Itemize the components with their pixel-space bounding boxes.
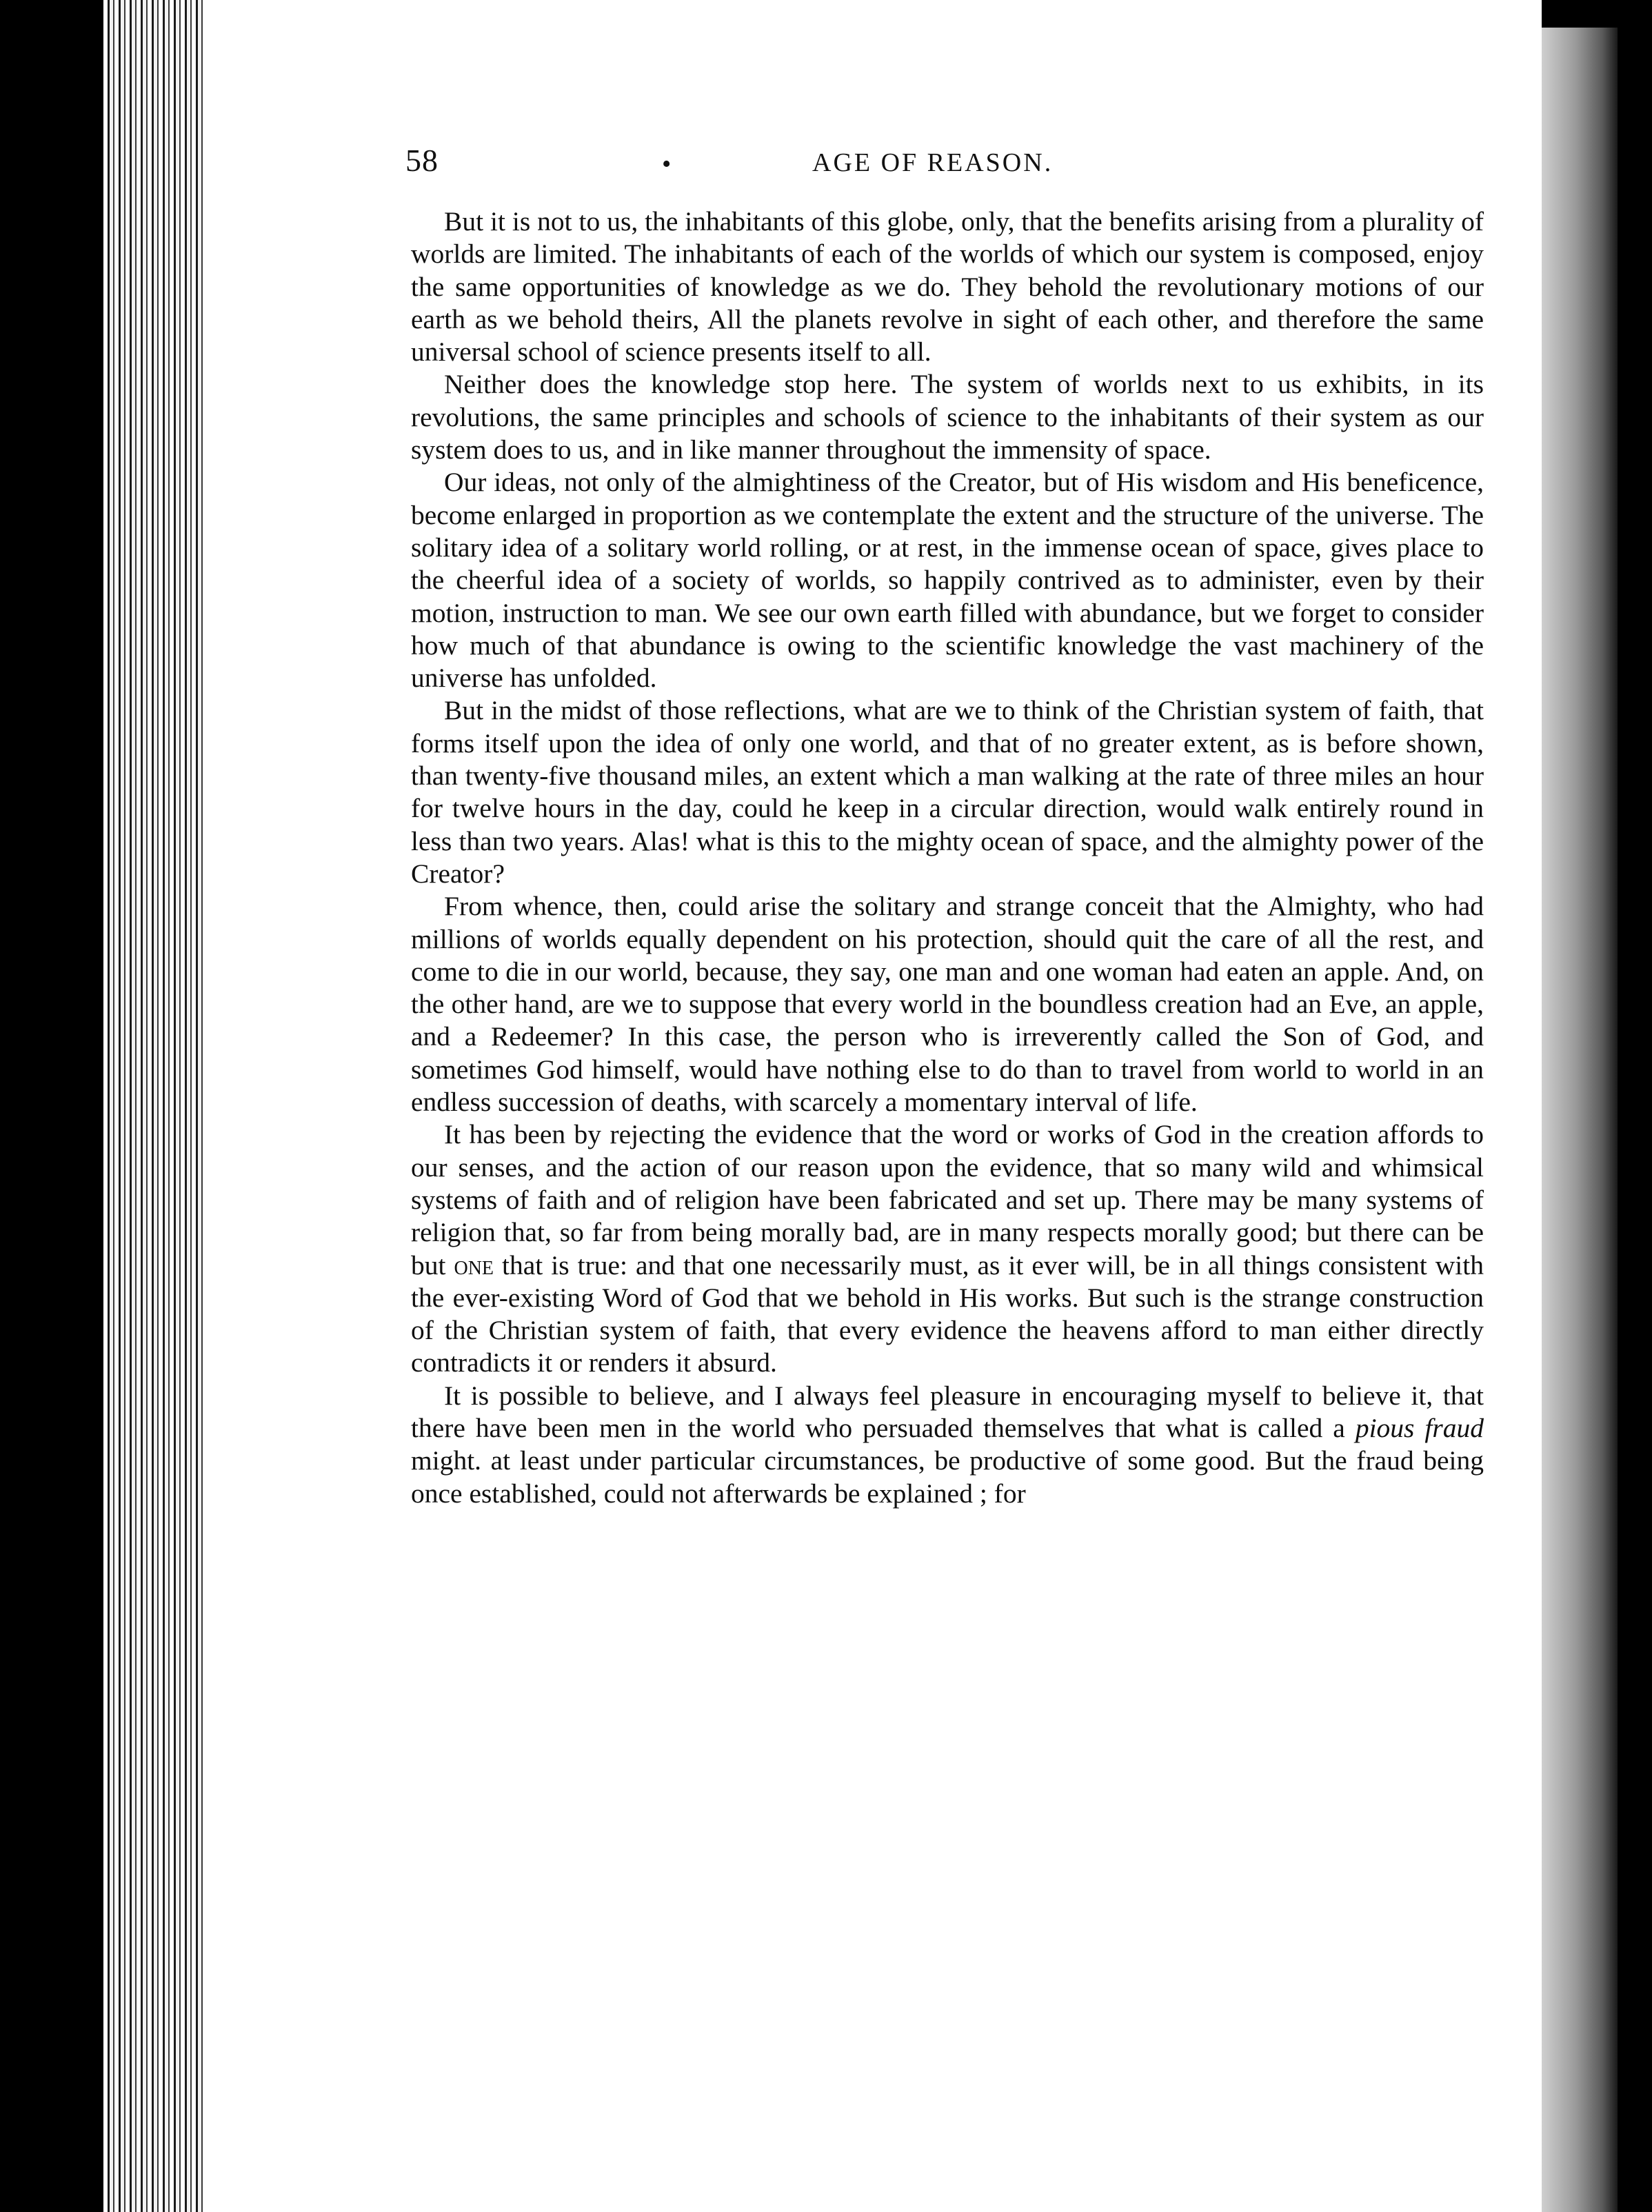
- paragraph: From whence, then, could arise the solitary and strange conceit that the Almighty, who had millions of worlds equally dependent on his protection, should quit the care of all the rest, and come to die in our world, because, they say, one man and one woman had eaten an apple. And, on the other hand, are we to suppose that every world in the boundless creation had an Eve, an apple, and a Redeemer? In this case, the person who is irreverently called the Son of God, and sometimes God himself, would have nothing else to do than to travel from world to world in an endless succession of deaths, with scarcely a momentary interval of life.: [411, 891, 1484, 1118]
- header-bullet: •: [662, 150, 672, 179]
- body-text: [411, 205, 1484, 1510]
- paragraph: But in the midst of those reflections, what are we to think of the Christian system of faith, that forms itself upon the idea of only one world, and that of no greater extent, as is before shown, than twenty-five thousand miles, an extent which a man walking at the rate of three miles an hour for twelve hours in the day, could he keep in a circular direction, would walk entirely round in less than two years. Alas! what is this to the mighty ocean of space, and the almighty power of the Creator?: [411, 695, 1484, 889]
- paragraph: Our ideas, not only of the almightiness of the Creator, but of His wisdom and His beneficence, become enlarged in proportion as we contemplate the extent and the structure of the universe. The solitary idea of a solitary world rolling, or at rest, in the immense ocean of space, gives place to the cheerful idea of a society of worlds, so happily contrived as to administer, even by their motion, instruction to man. We see our own earth filled with abundance, but we forget to consider how much of that abundance is owing to the scientific knowledge the vast machinery of the universe has unfolded.: [411, 467, 1484, 694]
- paragraph-text: might. at least under particular circumstances, be productive of some good. But the fraud being once established, could not afterwards be explained ; for: [411, 1445, 1484, 1509]
- paragraph-text: It has been by rejecting the evidence that the word or works of God in the creation affords to our senses, and the action of our reason upon the evidence, that so many wild and whimsical systems of faith and of religion have been fabricated and set up. There may be many systems of religion that, so far from being morally bad, are in many respects morally good; but there can be but: [411, 1119, 1484, 1280]
- running-head: AGE OF REASON.: [812, 148, 1054, 177]
- paragraph-text: It is possible to believe, and I always feel pleasure in encouraging myself to believe it, that there have been men in the world who persuaded themselves that what is called a: [411, 1380, 1484, 1443]
- book-gutter-shadow: [1542, 28, 1618, 2212]
- paragraph: [411, 1118, 1484, 1379]
- italic-phrase: pious fraud: [1355, 1412, 1484, 1443]
- paragraph-text: that is true: and that one necessarily must, as it ever will, be in all things consistent with the ever-existing Word of God that we behold in His works. But such is the strange construction of the Christian system of faith, that every evidence the heavens afford to man either directly contradicts it or renders it absurd.: [411, 1249, 1484, 1378]
- book-page-edges: [103, 0, 214, 2212]
- page-header: [405, 142, 1481, 190]
- emphasis-word: one: [454, 1249, 494, 1280]
- paragraph: [411, 1380, 1484, 1510]
- paragraph: But it is not to us, the inhabitants of this globe, only, that the benefits arising from a plurality of worlds are limited. The inhabitants of each of the worlds of which our system is composed, enjoy the same opportunities of knowledge as we do. They behold the revolutionary motions of our earth as we behold theirs, All the planets revolve in sight of each other, and therefore the same universal school of science presents itself to all.: [411, 206, 1484, 368]
- page-number: 58: [405, 143, 439, 178]
- paragraph: Neither does the knowledge stop here. The system of worlds next to us exhibits, in its revolutions, the same principles and schools of science to the inhabitants of their system as our system does to us, and in like manner throughout the immensity of space.: [411, 369, 1484, 465]
